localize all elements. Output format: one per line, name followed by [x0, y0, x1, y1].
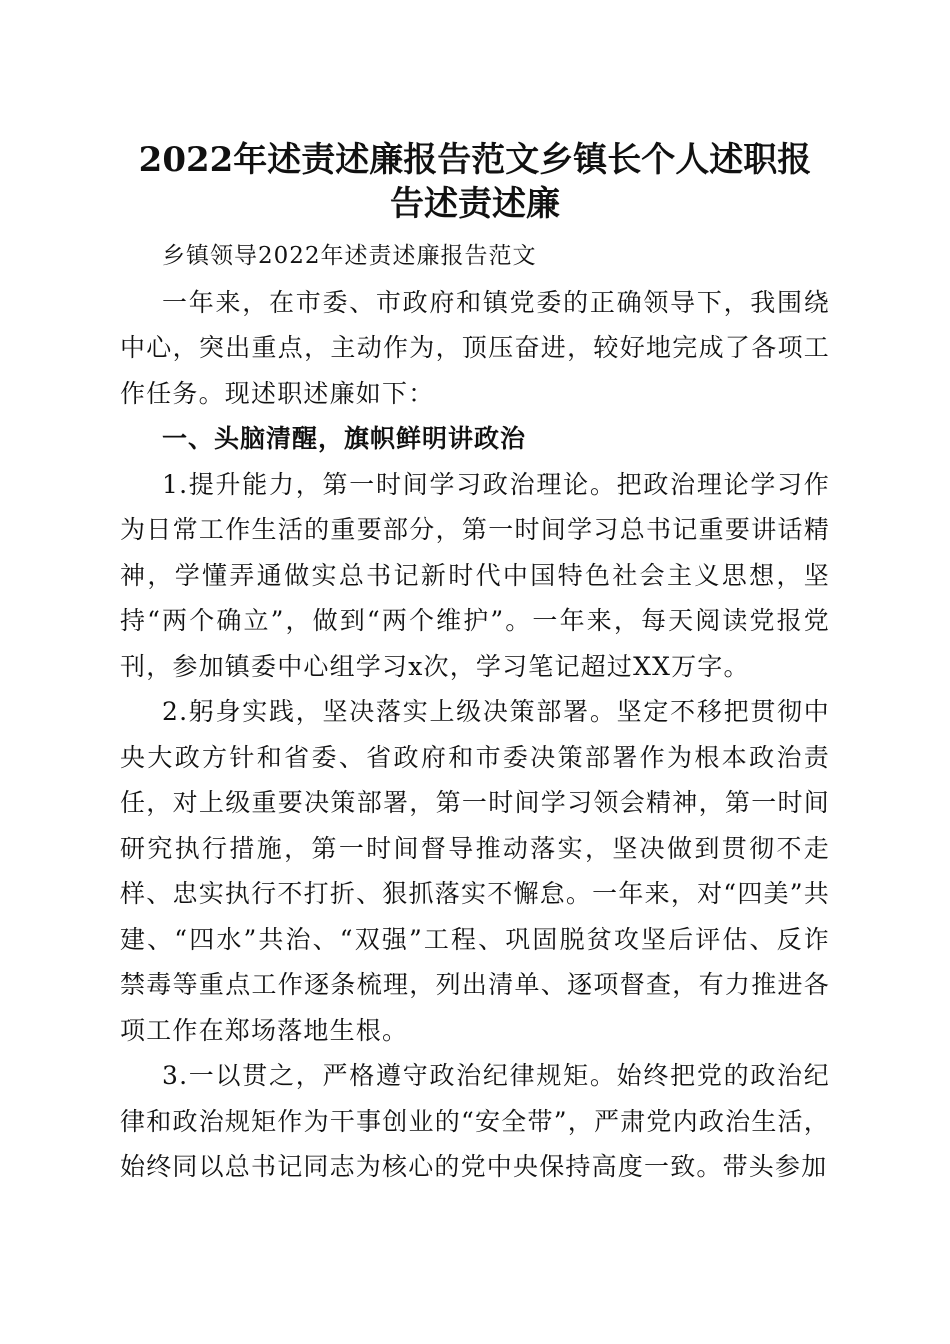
item-paragraph-2: 2.躬身实践，坚决落实上级决策部署。坚定不移把贯彻中央大政方针和省委、省政府和市委决策部署作为根本政治责任，对上级重要决策部署，第一时间学习领会精神，第一时间研究执行措施，第一时间督导推动落实，坚决做到贯彻不走样、忠实执行不打折、狠抓落实不懈怠。一年来，对“四美”共建、“四水”共治、“双强”工程、巩固脱贫攻坚后评估、反诈禁毒等重点工作逐条梳理，列出清单、逐项督查，有力推进各项工作在郑场落地生根。 — [120, 697, 830, 1045]
item-paragraph-1: 1.提升能力，第一时间学习政治理论。把政治理论学习作为日常工作生活的重要部分，第一时间学习总书记重要讲话精神，学懂弄通做实总书记新时代中国特色社会主义思想，坚持“两个确立”，做到“两个维护”。一年来，每天阅读党报党刊，参加镇委中心组学习x次，学习笔记超过XX万字。 — [120, 469, 830, 681]
document-page — [120, 138, 830, 1190]
item-paragraph-3: 3.一以贯之，严格遵守政治纪律规矩。始终把党的政治纪律和政治规矩作为干事创业的“安全带”，严肃党内政治生活，始终同以总书记同志为核心的党中央保持高度一致。带头参加 — [120, 1061, 830, 1181]
document-title — [120, 138, 830, 226]
intro-paragraph: 一年来，在市委、市政府和镇党委的正确领导下，我围绕中心，突出重点，主动作为，顶压奋进，较好地完成了各项工作任务。现述职述廉如下： — [120, 287, 830, 408]
title-line-1: 2022年述责述廉报告范文乡镇长个人述职报 — [138, 140, 812, 180]
title-line-2: 告述责述廉 — [390, 184, 560, 224]
section-heading: 一、头脑清醒，旗帜鲜明讲政治 — [162, 424, 527, 453]
subtitle: 乡镇领导2022年述责述廉报告范文 — [162, 243, 537, 269]
